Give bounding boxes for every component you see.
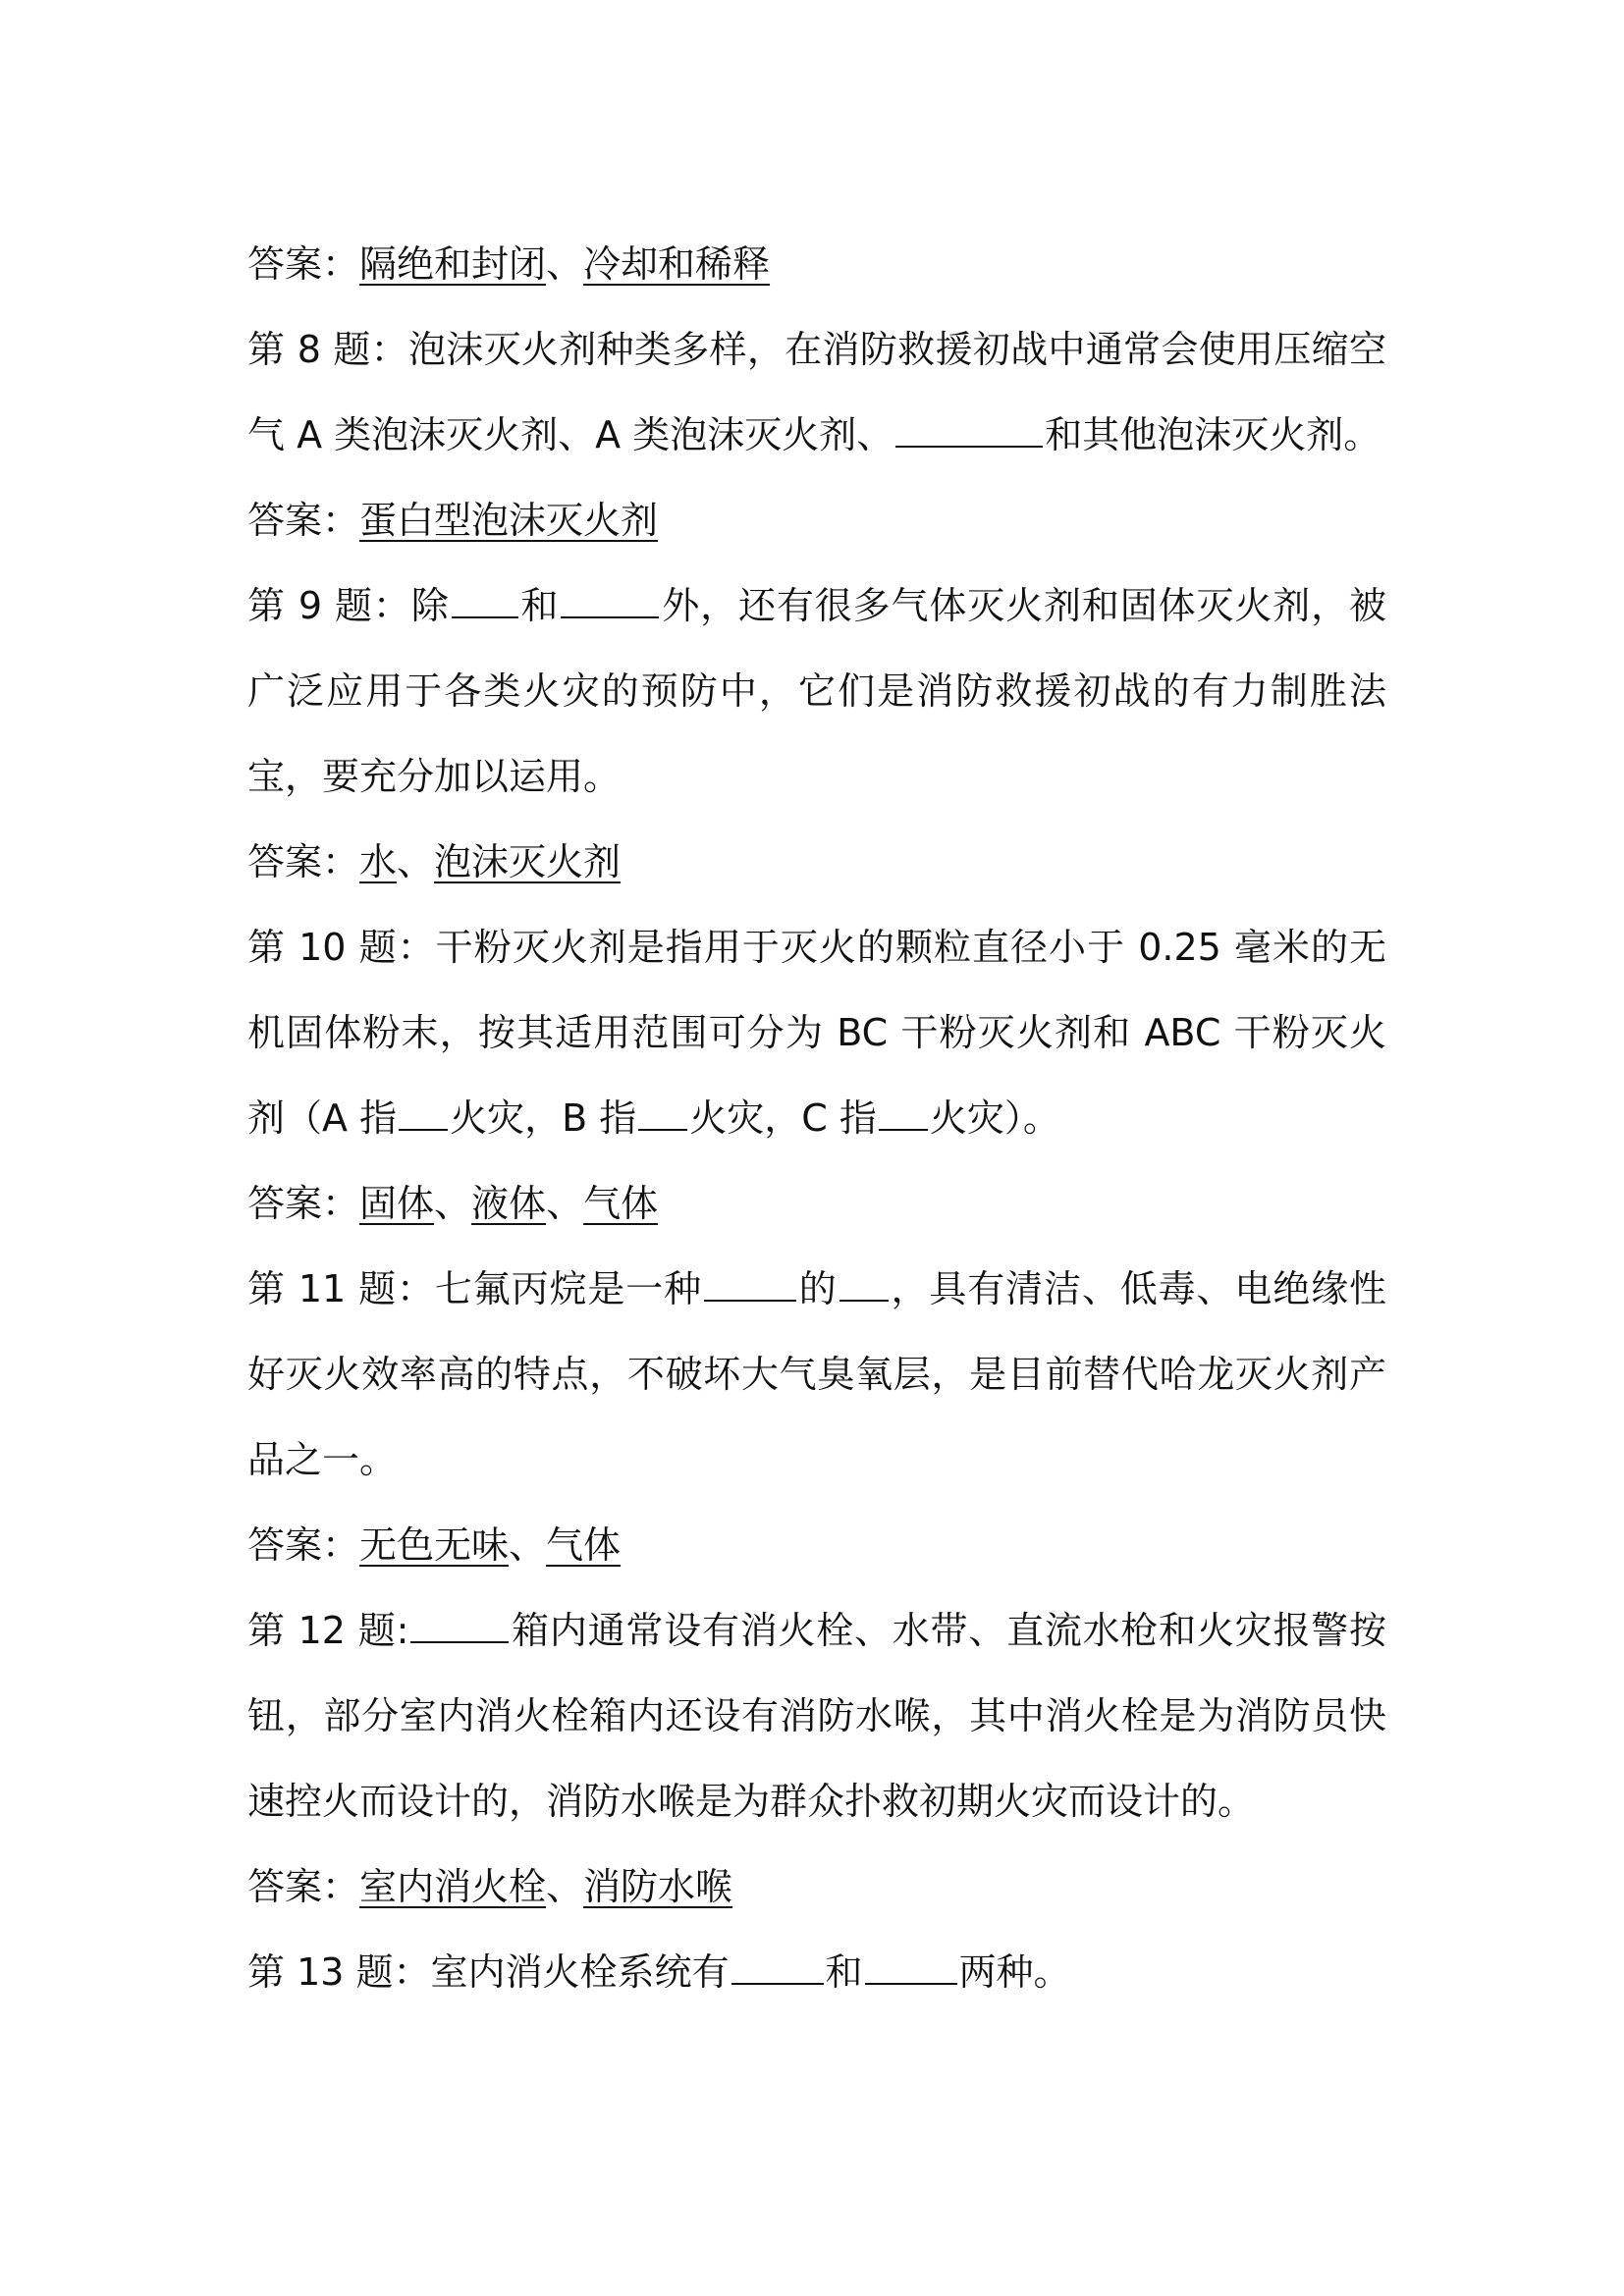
document-body: [247, 222, 1386, 2015]
fill-blank: [839, 1266, 889, 1302]
question-text: 箱内通常设有消火栓、水带、直流水枪和火灾报警按钮，部分室内消火栓箱内还设有消防水喉，其中消火栓是为消防员快速控火而设计的，消防水喉是为群众扑救初期火灾而设计的。: [247, 1609, 1386, 1823]
question-label: 第 9 题：: [247, 584, 411, 627]
answer-label: 答案：: [247, 1182, 360, 1225]
answer-line: [247, 1844, 1386, 1930]
answer-text: 冷却和稀释: [583, 242, 771, 286]
question-13: [247, 1930, 1386, 2015]
question-text: 的: [797, 1267, 838, 1310]
fill-blank: [704, 1266, 796, 1302]
question-text: 除: [410, 584, 450, 627]
answer-label: 答案：: [247, 1865, 360, 1908]
answer-text: 室内消火栓: [359, 1865, 547, 1908]
answer-text: 水: [359, 840, 398, 883]
question-text: 两种。: [958, 1950, 1071, 1994]
answer-line: [247, 1161, 1386, 1247]
answer-text: 无色无味: [359, 1523, 510, 1567]
question-10: [247, 905, 1386, 1161]
answer-text: 液体: [471, 1182, 547, 1225]
fill-blank: [865, 1949, 957, 1985]
fill-blank: [879, 1095, 928, 1131]
answer-separator: 、: [546, 1182, 584, 1225]
question-label: 第 8 题：: [247, 328, 408, 371]
answer-text: 蛋白型泡沫灭火剂: [359, 499, 659, 542]
answer-separator: 、: [509, 1523, 547, 1567]
question-8: [247, 307, 1386, 478]
fill-blank: [731, 1949, 824, 1985]
answer-label: 答案：: [247, 1523, 360, 1567]
question-label: 第 11 题：: [247, 1267, 435, 1310]
answer-line: [247, 1503, 1386, 1588]
fill-blank: [399, 1095, 448, 1131]
question-text: 和其他泡沫灭火剂。: [1045, 413, 1381, 456]
question-12: [247, 1588, 1386, 1844]
question-text: 火灾，C 指: [689, 1096, 877, 1140]
question-9: [247, 563, 1386, 820]
answer-line: [247, 820, 1386, 905]
fill-blank: [452, 583, 518, 618]
answer-text: 固体: [359, 1182, 435, 1225]
question-text: 火灾）。: [929, 1096, 1060, 1140]
fill-blank: [895, 412, 1043, 448]
question-text: 和: [825, 1950, 863, 1994]
question-text: 室内消火栓系统有: [430, 1950, 730, 1994]
question-label: 第 10 题：: [247, 926, 436, 969]
question-label: 第 12 题:: [247, 1609, 409, 1652]
question-text: 火灾，B 指: [450, 1096, 637, 1140]
answer-separator: 、: [397, 840, 435, 883]
question-11: [247, 1247, 1386, 1503]
answer-separator: 、: [434, 1182, 472, 1225]
fill-blank: [410, 1608, 509, 1643]
answer-line: [247, 478, 1386, 563]
question-text: 七氟丙烷是一种: [434, 1267, 702, 1310]
answer-text: 气体: [583, 1182, 659, 1225]
answer-text: 泡沫灭火剂: [434, 840, 622, 883]
answer-text: 消防水喉: [583, 1865, 733, 1908]
answer-label: 答案：: [247, 499, 360, 542]
answer-label: 答案：: [247, 242, 360, 286]
answer-separator: 、: [546, 242, 584, 286]
answer-line: [247, 222, 1386, 307]
question-text: 外，还有很多气体灭火剂和固体灭火剂，被广泛应用于各类火灾的预防中，它们是消防救援初战的有力制胜法宝，要充分加以运用。: [247, 584, 1386, 798]
question-text: 泡沫灭火剂种类多样，在消防救援初战中通常会使用压缩空气 A 类泡沫灭火剂、A 类泡沫灭火剂、: [247, 328, 1386, 456]
question-text: ，具有清洁、低毒、电绝缘性好灭火效率高的特点，不破坏大气臭氧层，是目前替代哈龙灭火剂产品之一。: [247, 1267, 1386, 1481]
answer-label: 答案：: [247, 840, 360, 883]
answer-text: 隔绝和封闭: [359, 242, 547, 286]
answer-text: 气体: [546, 1523, 622, 1567]
question-text: 和: [519, 584, 560, 627]
answer-separator: 、: [546, 1865, 584, 1908]
fill-blank: [638, 1095, 687, 1131]
question-text: 干粉灭火剂是指用于灭火的颗粒直径小于 0.25 毫米的无机固体粉末，按其适用范围可分为 BC 干粉灭火剂和 ABC 干粉灭火剂（A 指: [247, 926, 1386, 1140]
fill-blank: [561, 583, 659, 618]
question-label: 第 13 题：: [247, 1950, 431, 1994]
